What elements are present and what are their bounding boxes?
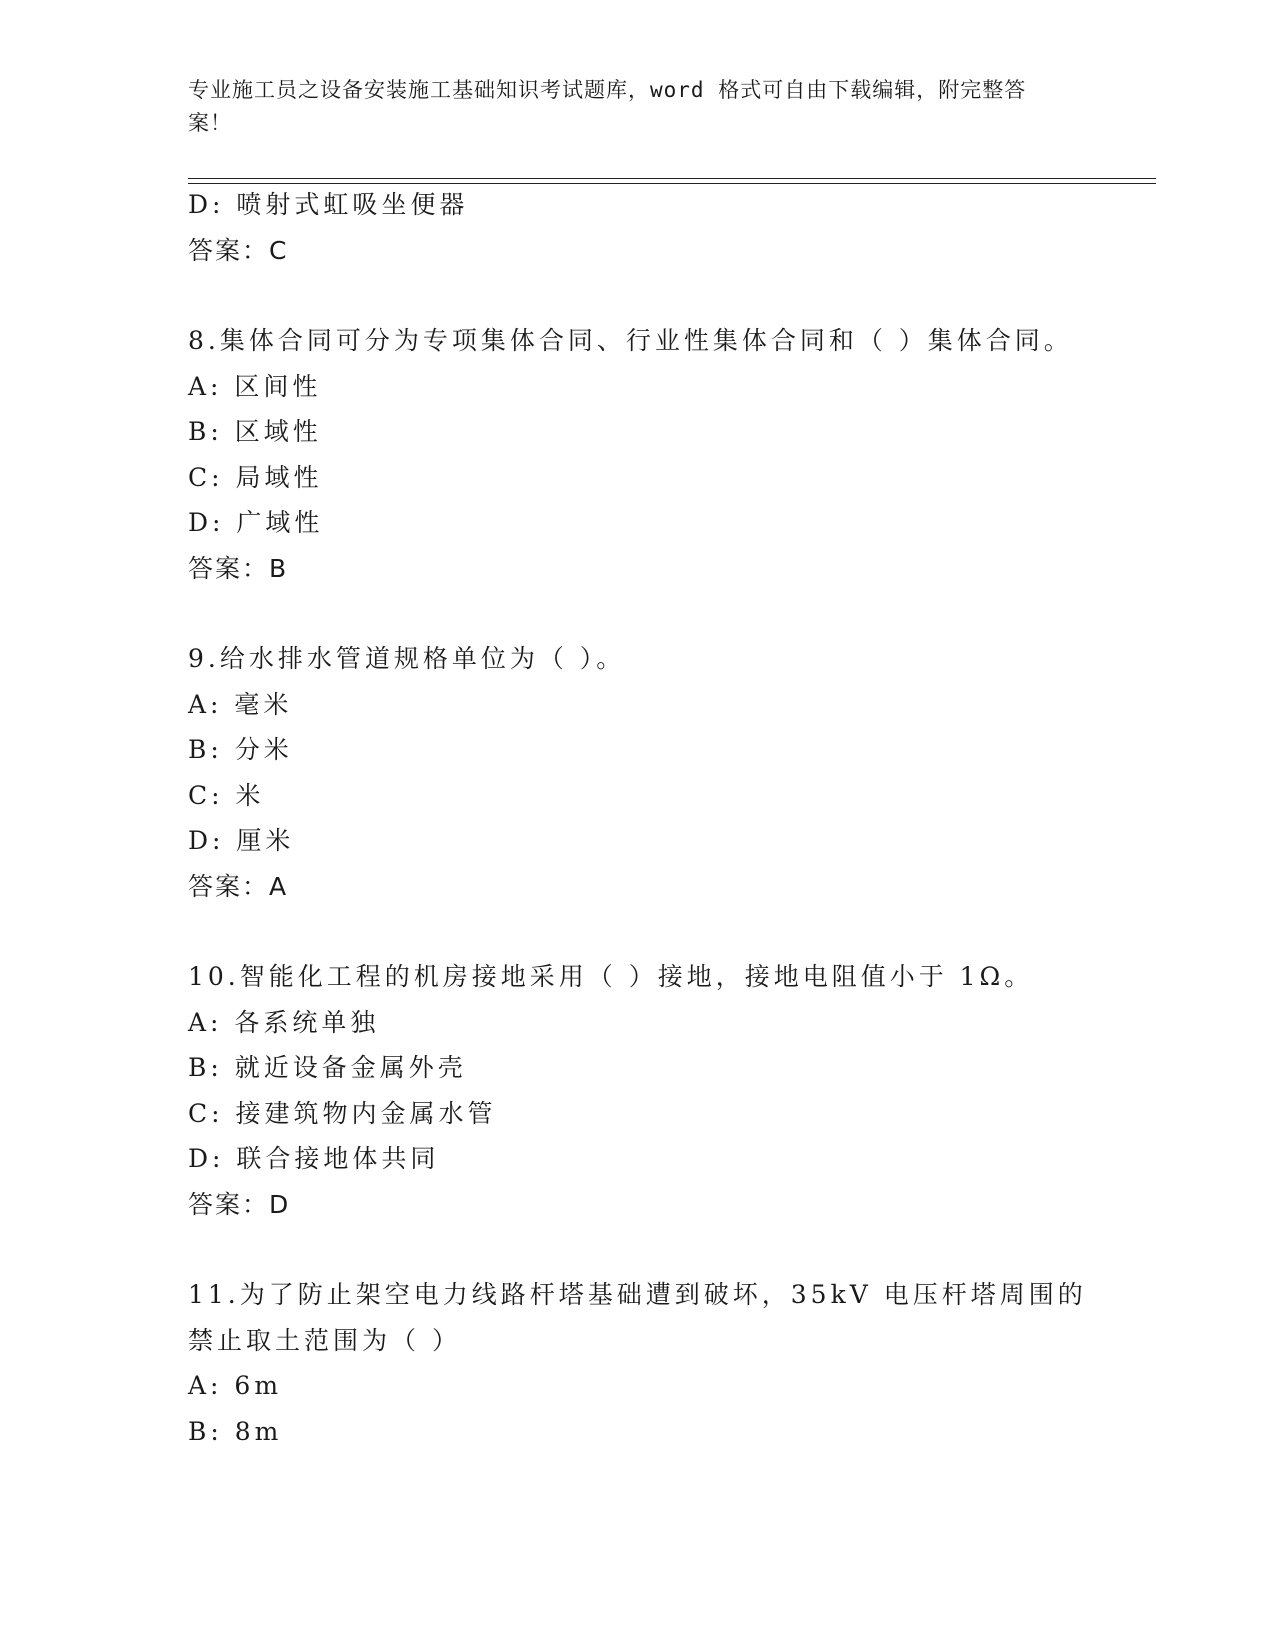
question-10-stem: 10.智能化工程的机房接地采用（ ）接地，接地电阻值小于 1Ω。 <box>188 962 1034 991</box>
question-9-answer: 答案：A <box>188 871 289 901</box>
question-9-option-a: A: 毫米 <box>188 689 293 719</box>
question-11-option-b: B: 8m <box>188 1416 283 1446</box>
question-10-answer: 答案：D <box>188 1189 291 1219</box>
question-11-stem: 11.为了防止架空电力线路杆塔基础遭到破坏，35kV 电压杆塔周围的禁止取土范围为（ ） <box>188 1280 1087 1355</box>
question-8-option-b: B: 区域性 <box>188 417 322 446</box>
question-10-option-b: B: 就近设备金属外壳 <box>188 1053 467 1082</box>
document-header: 专业施工员之设备安装施工基础知识考试题库，word 格式可自由下载编辑，附完整答案！ <box>188 78 1027 135</box>
question-8-option-c: C: 局域性 <box>188 462 323 492</box>
question-9-option-c: C: 米 <box>188 780 265 810</box>
question-8-answer: 答案：B <box>188 553 289 583</box>
question-7-answer: 答案：C <box>188 235 289 265</box>
header-rule-bottom <box>188 183 1156 184</box>
question-8-option-a: A: 区间性 <box>188 371 322 401</box>
question-7-option-d: D: 喷射式虹吸坐便器 <box>188 190 469 219</box>
question-10-option-d: D: 联合接地体共同 <box>188 1144 440 1173</box>
question-8-option-d: D: 广域性 <box>188 508 324 537</box>
question-8-stem: 8.集体合同可分为专项集体合同、行业性集体合同和（ ）集体合同。 <box>188 326 1073 355</box>
question-10-option-a: A: 各系统单独 <box>188 1007 380 1037</box>
question-9-option-b: B: 分米 <box>188 735 293 764</box>
header-rule-top <box>188 178 1156 179</box>
question-9-option-d: D: 厘米 <box>188 826 295 855</box>
question-10-option-c: C: 接建筑物内金属水管 <box>188 1098 497 1128</box>
question-list <box>188 190 1088 1462</box>
question-9-stem: 9.给水排水管道规格单位为（ ）。 <box>188 644 626 673</box>
question-11-option-a: A: 6m <box>188 1371 283 1400</box>
